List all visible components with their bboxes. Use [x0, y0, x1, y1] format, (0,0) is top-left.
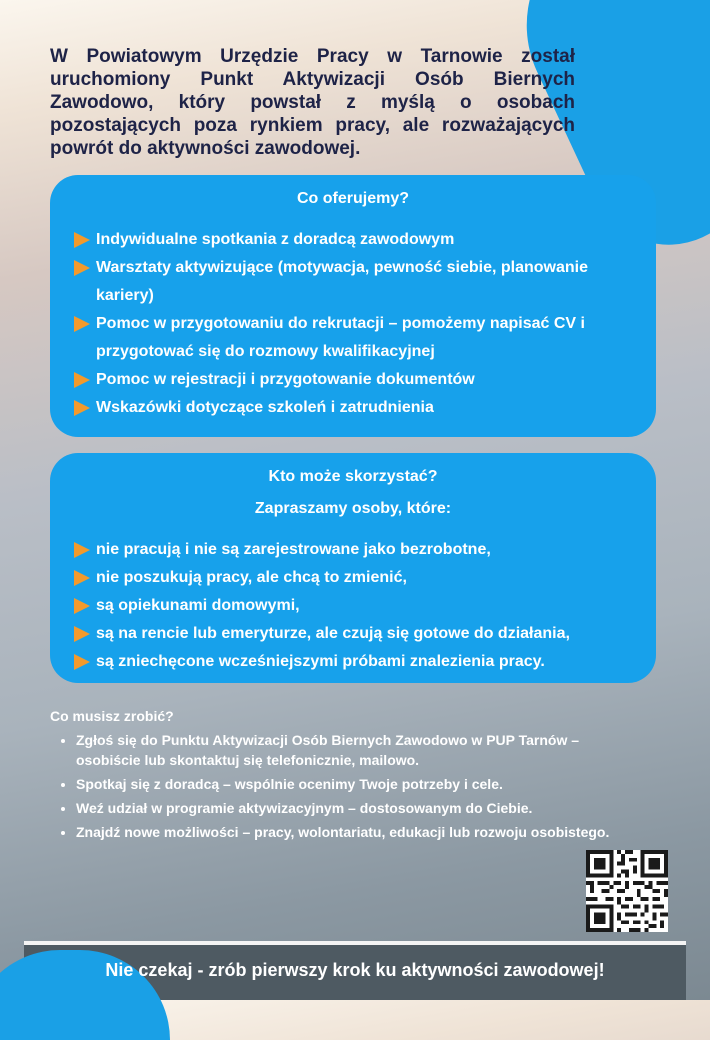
step-item: • Spotkaj się z doradcą – wspólnie ocenimy Twoje potrzeby i cele. — [76, 774, 610, 794]
who-item — [74, 592, 636, 620]
orange-arrow-icon — [74, 232, 90, 248]
offer-item — [74, 310, 636, 366]
who-panel — [50, 453, 656, 683]
qr-code-icon[interactable] — [586, 850, 668, 932]
offer-panel — [50, 175, 656, 437]
offer-title: Co oferujemy? — [296, 190, 409, 207]
who-item-text: są zniechęcone wcześniejszymi próbami znalezienia pracy. — [96, 653, 545, 670]
offer-item — [74, 254, 636, 310]
who-item-text: są opiekunami domowymi, — [96, 597, 300, 614]
offer-item-text: Indywidualne spotkania z doradcą zawodowym — [96, 231, 455, 248]
orange-arrow-icon — [74, 542, 90, 558]
who-item-text: są na rencie lub emeryturze, ale czują się gotowe do działania, — [96, 625, 570, 642]
who-item — [74, 536, 636, 564]
steps-section — [50, 708, 610, 846]
who-item — [74, 620, 636, 648]
intro-paragraph: W Powiatowym Urzędzie Pracy w Tarnowie został uruchomiony Punkt Aktywizacji Osób Biernych Zawodowo, który powstał z myślą o osobach pozostających poza rynkiem pracy, ale rozważających powrót do aktywności zawodowej. — [50, 46, 575, 159]
orange-arrow-icon — [74, 654, 90, 670]
steps-title: Co musisz zrobić? — [50, 708, 174, 724]
offer-item — [74, 366, 636, 394]
offer-list — [74, 226, 636, 422]
offer-item — [74, 226, 636, 254]
who-list — [74, 536, 636, 676]
offer-item — [74, 394, 636, 422]
who-item-text: nie poszukują pracy, ale chcą to zmienić, — [96, 569, 407, 586]
offer-item-text: Wskazówki dotyczące szkoleń i zatrudnienia — [96, 399, 434, 416]
offer-item-text: Warsztaty aktywizujące (motywacja, pewność siebie, planowanie kariery) — [96, 259, 589, 304]
step-item: • Znajdź nowe możliwości – pracy, wolontariatu, edukacji lub rozwoju osobistego. — [76, 822, 610, 842]
orange-arrow-icon — [74, 316, 90, 332]
orange-arrow-icon — [74, 598, 90, 614]
orange-arrow-icon — [74, 626, 90, 642]
steps-list — [50, 730, 610, 842]
step-item: • Weź udział w programie aktywizacyjnym – dostosowanym do Ciebie. — [76, 798, 610, 818]
who-item-text: nie pracują i nie są zarejestrowane jako bezrobotne, — [96, 541, 491, 558]
who-title: Kto może skorzystać? — [268, 468, 438, 485]
orange-arrow-icon — [74, 260, 90, 276]
offer-item-text: Pomoc w przygotowaniu do rekrutacji – pomożemy napisać CV i przygotować się do rozmowy kwalifikacyjnej — [96, 315, 585, 360]
orange-arrow-icon — [74, 372, 90, 388]
who-subtitle: Zapraszamy osoby, które: — [254, 500, 452, 517]
offer-item-text: Pomoc w rejestracji i przygotowanie dokumentów — [96, 371, 475, 388]
orange-arrow-icon — [74, 570, 90, 586]
footer-slogan: Nie czekaj - zrób pierwszy krok ku aktywności zawodowej! — [105, 960, 605, 980]
who-item — [74, 648, 636, 676]
step-item: • Zgłoś się do Punktu Aktywizacji Osób Biernych Zawodowo w PUP Tarnów – osobiście lub skontaktuj się telefonicznie, mailowo. — [76, 730, 610, 770]
orange-arrow-icon — [74, 400, 90, 416]
who-item — [74, 564, 636, 592]
